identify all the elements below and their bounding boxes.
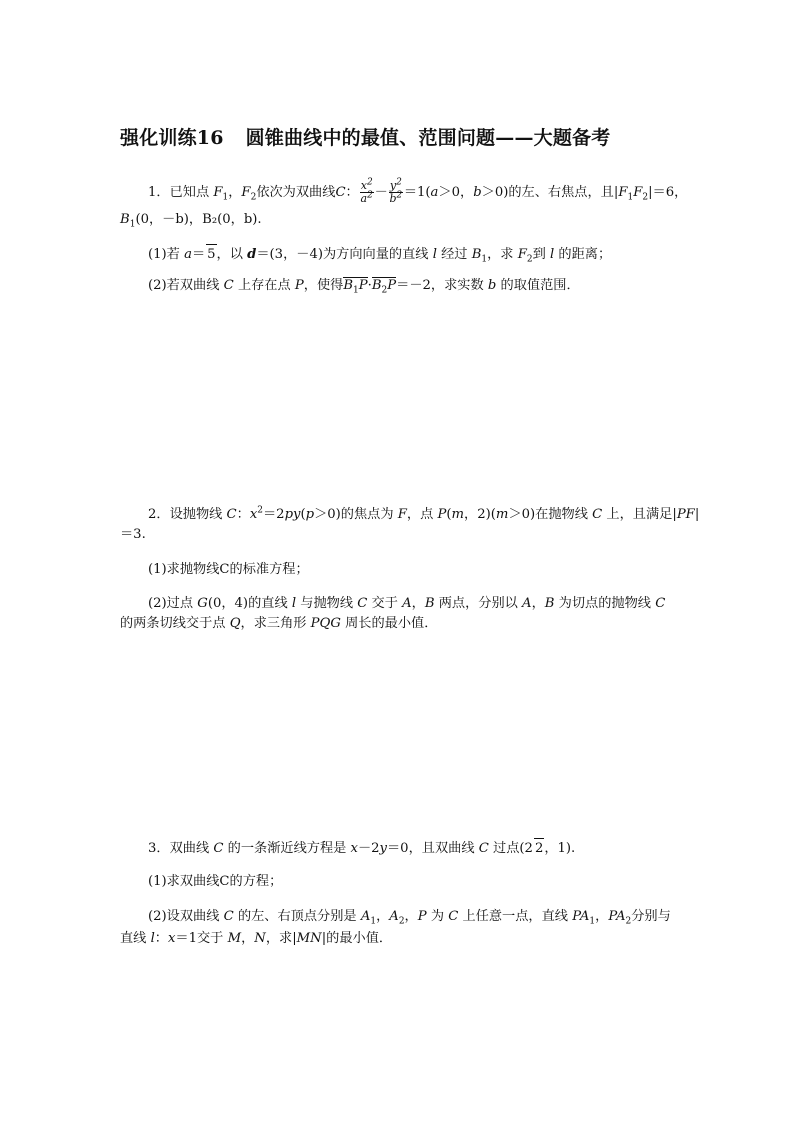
problem-3-question-2-line-1: (2)设双曲线 C 的左、右顶点分别是 $A_1$，$A_2$，P 为 C 上任意一点，直线 $PA_1$，$PA_2$分别与 <box>148 909 671 927</box>
page-title <box>120 123 610 150</box>
problem-3-line-1: 3．双曲线 C 的一条渐近线方程是 x－2y＝0，且双曲线 C 过点(2 2，1). <box>148 838 575 859</box>
problem-1-question-2: (2)若双曲线 C 上存在点 P，使得$B_1P\cdot B_2P=-2$，求实数 b 的取值范围． <box>148 278 580 296</box>
title-main: 强化训练16 <box>120 127 224 149</box>
problem-1-line-2: $B_1(0$，－b)，B₂(0，b). <box>120 212 262 230</box>
problem-2-line-1: 2．设抛物线 C：$x^2=2py(p>0)$的焦点为 F，点 P(m，2)(m＞0)在抛物线 C 上，且满足|PF| <box>148 505 700 522</box>
problem-2-line-2: ＝3. <box>120 527 146 542</box>
problem-2-question-1: (1)求抛物线C的标准方程； <box>148 562 309 577</box>
problem-2-question-2-line-2: 的两条切线交于点 Q，求三角形 PQG 周长的最小值． <box>120 616 438 631</box>
problem-3-question-1: (1)求双曲线C的方程； <box>148 874 283 889</box>
problem-3-question-2-line-2: 直线 l：x＝1交于 M，N，求|MN|的最小值． <box>120 931 393 946</box>
problem-1-question-1: (1)若 a＝ 5，以 d＝(3，－4)为方向向量的直线 l 经过 $B_1$，求 $F_2$到 l 的距离； <box>148 244 611 265</box>
problem-2-question-2-line-1: (2)过点 G(0，4)的直线 l 与抛物线 C 交于 A，B 两点，分别以 A，B 为切点的抛物线 C <box>148 596 666 611</box>
problem-1-line-1: 1．已知点 $F_1$，$F_2$依次为双曲线C： $\frac{x^2}{a^2}$ － $\frac{y^2}{b^2}$ ＝1(a＞0，b＞0)的左、右焦点，且$|F_1F_2|=6$， <box>148 177 688 205</box>
title-sub: 圆锥曲线中的最值、范围问题——大题备考 <box>245 127 611 149</box>
